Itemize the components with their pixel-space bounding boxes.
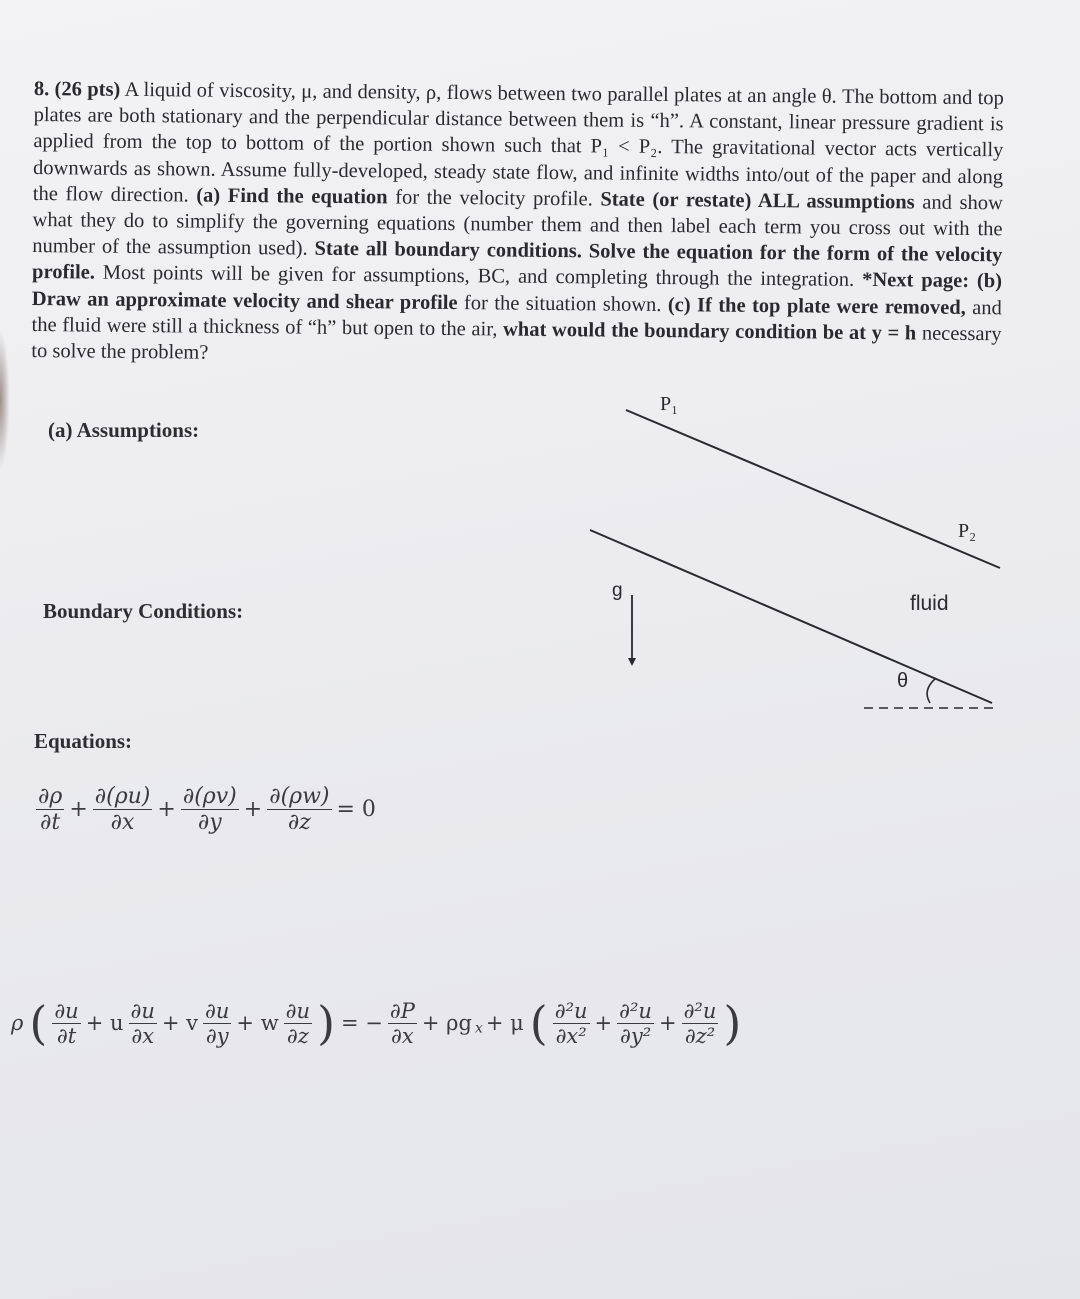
momentum-term-d2udy2: $\frac{\text{∂²u}}{\text{∂y²}}$ — [619, 998, 652, 1048]
problem-text-4: Most points will be given for assumptions, BC, and completing through the integration. — [94, 262, 863, 292]
momentum-term-d2udx2: $\frac{\text{∂²u}}{\text{∂x²}}$ — [554, 998, 588, 1048]
problem-text-1: A liquid of viscosity, μ, and density, ρ, flows between two parallel plates at an angle θ. The bottom and top plates are both stationary and the perpendicular distance between them is “h”. A constant, linear pressure gradient is applied from the top to bottom of the portion shown such that P₁ < P₂. The gravitational vector acts vertically downwards as shown. Assume fully-developed, steady state flow, and infinite widths into/out of the paper and along the flow direction. — [32, 78, 1004, 207]
continuity-term-3: $\frac{\partial(\rho v)}{\partial y}$ — [182, 784, 237, 835]
problem-bold-4: *Next page: (b) Draw an approximate velocity and shear profile — [31, 269, 1003, 314]
problem-bold-1: (a) Find the equation — [196, 184, 388, 209]
problem-bold-3: State all boundary conditions. Solve the equation for the form of the velocity profile. — [32, 237, 1003, 285]
momentum-term-dudy: $\frac{\partial u}{\partial y}$ — [205, 998, 230, 1048]
label-g: g — [612, 580, 623, 601]
problem-number: 8. — [33, 77, 50, 101]
momentum-term-dudx: $\frac{\partial u}{\partial x}$ — [130, 998, 155, 1048]
problem-bold-6: what would the boundary condition be at y = h — [502, 318, 917, 345]
boundary-conditions-label: Boundary Conditions: — [43, 599, 244, 623]
equations-label: Equations: — [34, 729, 133, 753]
top-plate-line — [626, 410, 1000, 568]
problem-bold-2: State (or restate) ALL assumptions — [600, 188, 915, 214]
continuity-term-4: $\frac{\partial(\rho w)}{\partial z}$ — [269, 784, 330, 835]
label-p2: P₂ — [958, 520, 977, 542]
continuity-term-2: $\frac{\partial(\rho u)}{\partial x}$ — [94, 784, 151, 835]
momentum-equation: ρ ( $\frac{\partial u}{\partial t}$ + u $\frac{\partial u}{\partial x}$ + v $\frac{\partial u}{\partial y}$ + w $\frac{\partial u}{\partial z}$ ) = − $\frac{\partial P}{\partial x}$ + ρg $_x$ + μ ( $\frac{\text{∂²u}}{\text{∂x²}}$ + $\frac{\text{∂²u}}{\text{∂y²}}$ + $\frac{\text{∂²u}}{\text{∂z²}}$ ) — [11, 996, 742, 1050]
problem-bold-5: (c) If the top plate were removed, — [667, 293, 966, 319]
continuity-rhs: = 0 — [336, 797, 376, 822]
problem-text-3: and show what they do to simplify the governing equations (number them and then label each term you cross out with the number of the assumption used). — [32, 191, 1003, 260]
problem-text-6: and the fluid were still a thickness of “h” but open to the air, — [31, 296, 1002, 341]
problem-points: (26 pts) — [54, 78, 121, 101]
continuity-equation: $\frac{\partial\rho}{\partial t}$ + $\frac{\partial(\rho u)}{\partial x}$ + $\frac{\partial(\rho v)}{\partial y}$ + $\frac{\partial(\rho w)}{\partial z}$ = 0 — [38, 784, 376, 835]
continuity-term-1: $\frac{\partial\rho}{\partial t}$ — [38, 784, 63, 835]
momentum-term-dpdx: $\frac{\partial P}{\partial x}$ — [389, 998, 415, 1048]
problem-text-7: necessary to solve the problem? — [31, 322, 1002, 364]
label-p1: P₁ — [660, 393, 679, 415]
problem-text-2: for the velocity profile. — [387, 186, 601, 211]
momentum-term-d2udz2: $\frac{\text{∂²u}}{\text{∂z²}}$ — [683, 998, 717, 1048]
momentum-term-dudt: $\frac{\partial u}{\partial t}$ — [54, 998, 79, 1048]
bottom-plate-line — [590, 530, 992, 703]
momentum-term-dudz: $\frac{\partial u}{\partial z}$ — [285, 998, 311, 1048]
label-fluid: fluid — [910, 592, 949, 615]
problem-text-5: for the situation shown. — [457, 291, 668, 316]
gravity-arrowhead-icon — [628, 658, 636, 666]
angle-arc-icon — [927, 678, 936, 703]
assumptions-label: (a) Assumptions: — [48, 418, 200, 442]
label-theta: θ — [897, 670, 909, 692]
